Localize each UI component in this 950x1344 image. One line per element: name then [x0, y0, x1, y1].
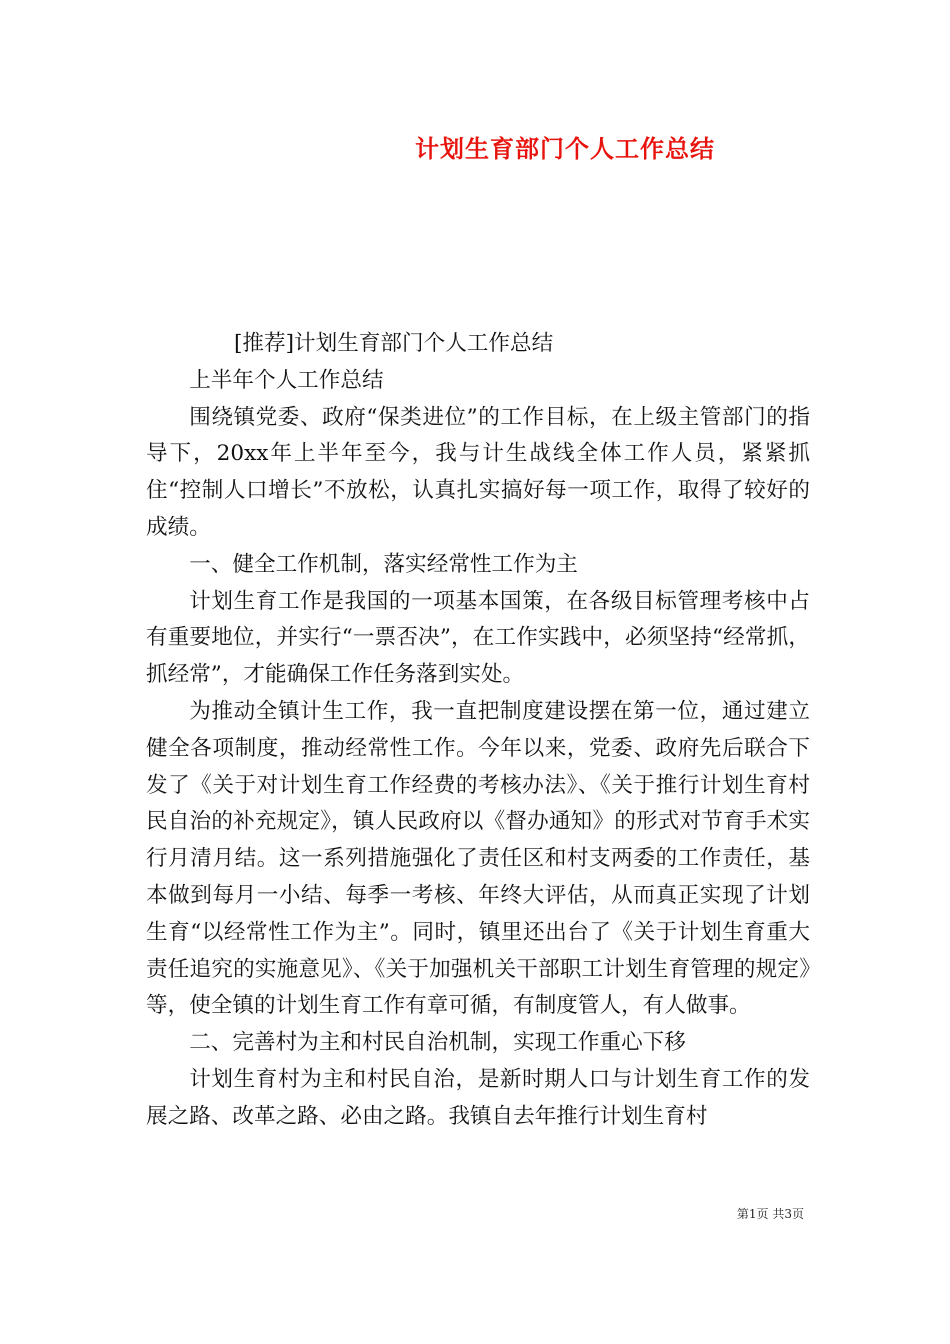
- document-title: 计划生育部门个人工作总结: [415, 135, 715, 163]
- section-heading-2: 二、完善村为主和村民自治机制，实现工作重心下移: [189, 1030, 686, 1056]
- paragraph-section-2-a: 计划生育村为主和村民自治，是新时期人口与计划生育工作的发展之路、改革之路、必由之路。我镇自去年推行计划生育村: [146, 1066, 810, 1129]
- page-number-footer: 第1页 共3页: [736, 1207, 804, 1221]
- paragraph-section-1-a: 计划生育工作是我国的一项基本国策，在各级目标管理考核中占有重要地位，并实行“一票否决”，在工作实践中，必须坚持“经常抓，抓经常”，才能确保工作任务落到实处。: [146, 588, 810, 688]
- paragraph-section-1-b: 为推动全镇计生工作，我一直把制度建设摆在第一位，通过建立健全各项制度，推动经常性工作。今年以来，党委、政府先后联合下发了《关于对计划生育工作经费的考核办法》、《关于推行计划生育村民自治的补充规定》，镇人民政府以《督办通知》的形式对节育手术实行月清月结。这一系列措施强化了责任区和村支两委的工作责任，基本做到每月一小结、每季一考核、年终大评估，从而真正实现了计划生育“以经常性工作为主”。同时，镇里还出台了《关于计划生育重大责任追究的实施意见》、《关于加强机关干部职工计划生育管理的规定》等，使全镇的计划生育工作有章可循，有制度管人，有人做事。: [146, 698, 810, 1019]
- section-heading-1: 一、健全工作机制，落实经常性工作为主: [189, 551, 578, 577]
- paragraph-intro: 围绕镇党委、政府“保类进位”的工作目标，在上级主管部门的指导下，20xx年上半年至今，我与计生战线全体工作人员，紧紧抓住“控制人口增长”不放松，认真扎实搞好每一项工作，取得了较好的成绩。: [146, 404, 810, 540]
- paragraph-subtitle: 上半年个人工作总结: [189, 367, 384, 393]
- document-body: [146, 326, 810, 1136]
- paragraph-recommend-heading: [推荐]计划生育部门个人工作总结: [234, 331, 554, 356]
